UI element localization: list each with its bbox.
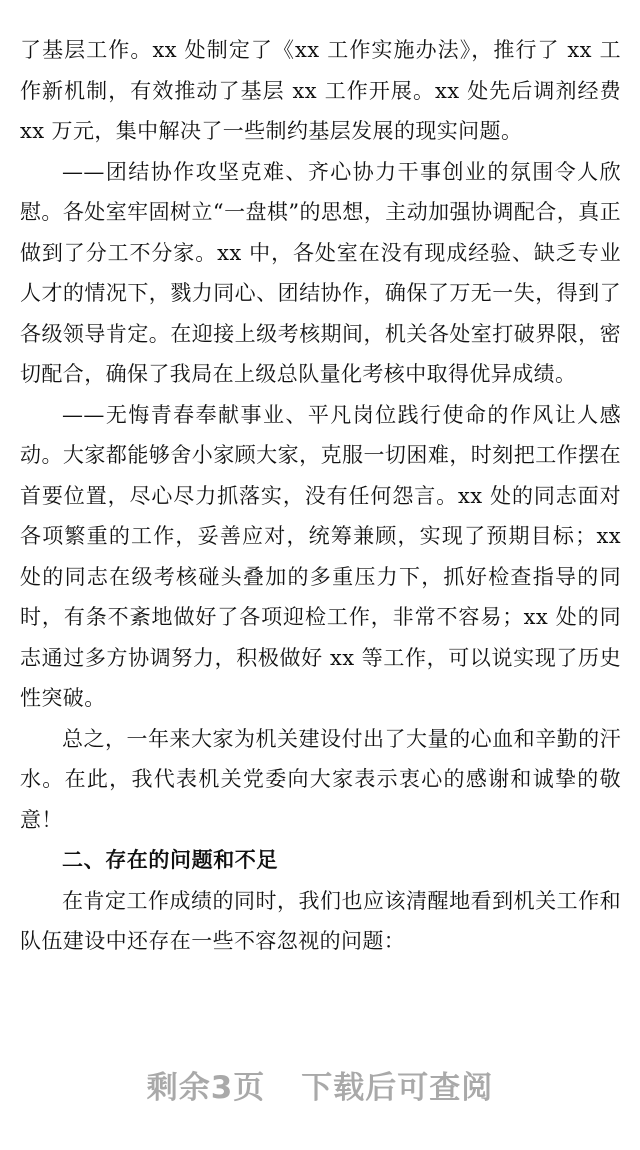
download-banner[interactable] [0,1060,640,1116]
download-hint-label: 下载后可查阅 [301,1070,494,1106]
document-body [20,30,621,962]
paragraph-continuation: 了基层工作。xx 处制定了《xx 工作实施办法》，推行了 xx 工作新机制，有效推动了基层 xx 工作开展。xx 处先后调剂经费 xx 万元，集中解决了一些制约基层发展的现实问题。 [20,38,621,143]
paragraph-teamwork: ——团结协作攻坚克难、齐心协力干事创业的氛围令人欣慰。各处室牢固树立“一盘棋”的思想，主动加强协调配合，真正做到了分工不分家。xx 中，各处室在没有现成经验、缺乏专业人才的情况下，戮力同心、团结协作，确保了万无一失，得到了各级领导肯定。在迎接上级考核期间，机关各处室打破界限，密切配合，确保了我局在上级总队量化考核中取得优异成绩。 [20,159,621,386]
paragraph-problems-intro: 在肯定工作成绩的同时，我们也应该清醒地看到机关工作和队伍建设中还存在一些不容忽视的问题： [20,888,621,953]
paragraph-summary: 总之，一年来大家为机关建设付出了大量的心血和辛勤的汗水。在此，我代表机关党委向大家表示衷心的感谢和诚挚的敬意！ [20,726,621,832]
paragraph-dedication: ——无悔青春奉献事业、平凡岗位践行使命的作风让人感动。大家都能够舍小家顾大家，克服一切困难，时刻把工作摆在首要位置，尽心尽力抓落实，没有任何怨言。xx 处的同志面对各项繁重的工作，妥善应对，统筹兼顾，实现了预期目标；xx 处的同志在级考核碰头叠加的多重压力下，抓好检查指导的同时，有条不紊地做好了各项迎检工作，非常不容易；xx 处的同志通过多方协调努力，积极做好 xx 等工作，可以说实现了历史性突破。 [20,402,621,710]
section-heading: 二、存在的问题和不足 [62,848,278,872]
remaining-pages-label: 剩余3页 [146,1070,266,1106]
